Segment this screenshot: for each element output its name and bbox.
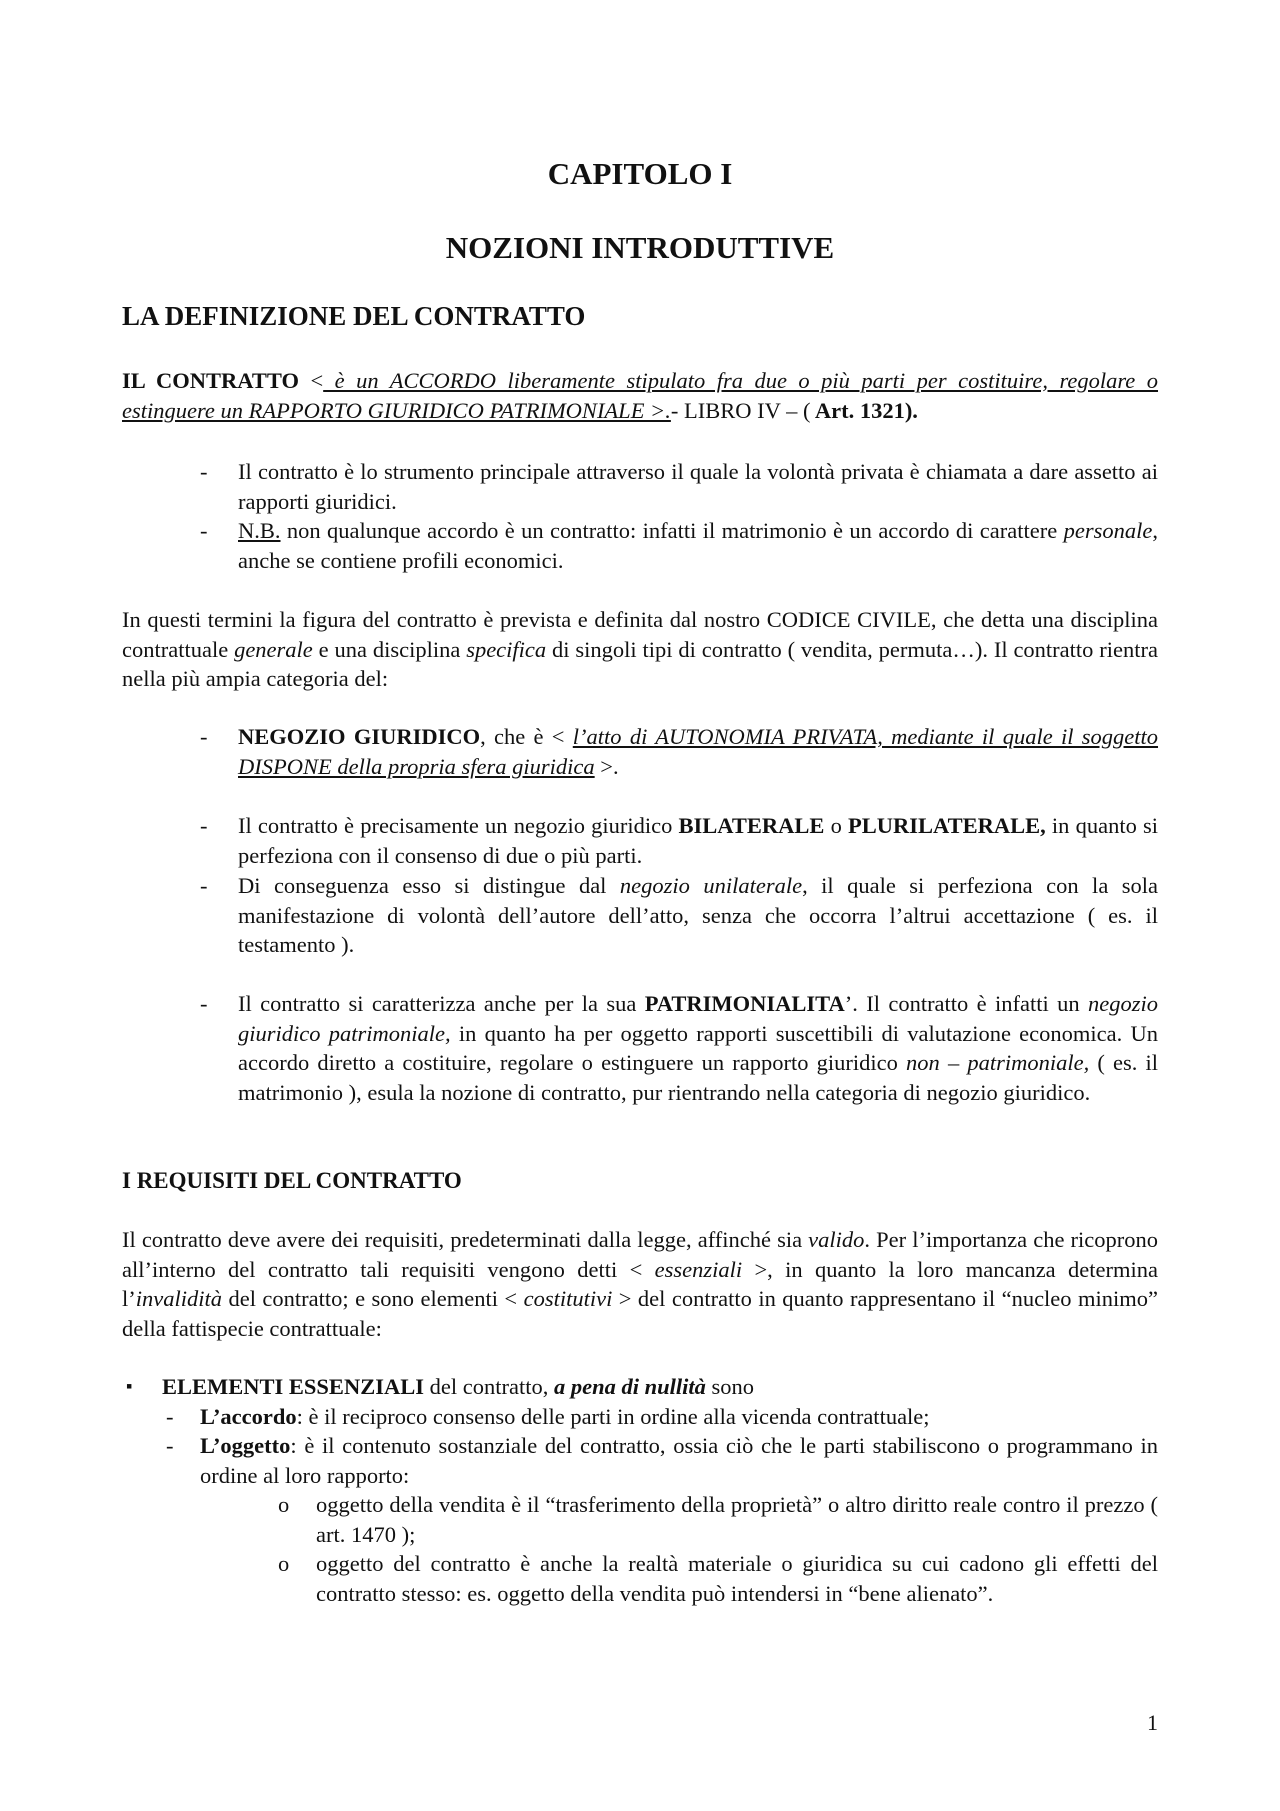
list-item-italic: non – patrimoniale, — [906, 1050, 1090, 1075]
definition-body: è un ACCORDO liberamente stipulato fra due o più parti per costituire, regolare o estinguere un RAPPORTO GIURIDICO PATRIMONIALE >. — [122, 368, 1159, 423]
paragraph-italic: costitutivi — [523, 1286, 613, 1311]
sub-list-item: oggetto della vendita è il “trasferimento della proprietà” o altro diritto reale contro il prezzo ( art. 1470 ); — [316, 1492, 1158, 1547]
list-item — [238, 722, 1158, 781]
list-item-text: , che è < — [480, 724, 573, 749]
circle-marker: o — [278, 1492, 290, 1517]
dash-marker: - — [200, 873, 208, 898]
list-item-text: ( es. il matrimonio ), esula la nozione di contratto, pur rientrando nella categoria di negozio giuridico. — [238, 1050, 1158, 1105]
list-item-text: : è il reciproco consenso delle parti in ordine alla vicenda contrattuale; — [296, 1404, 930, 1429]
paragraph-italic: generale — [234, 636, 313, 662]
list-item-bold: NEGOZIO GIURIDICO — [238, 724, 481, 749]
list-item-text: non qualunque accordo è un contratto: infatti il matrimonio è un accordo di carattere — [280, 518, 1064, 543]
list-item-bold: L’oggetto — [200, 1433, 291, 1458]
paragraph-italic: valido — [808, 1227, 865, 1252]
list-item-text: ’. Il contratto è infatti un — [844, 991, 1088, 1016]
dash-marker: - — [166, 1404, 174, 1429]
dash-marker: - — [200, 813, 208, 838]
list-item-underlined: l’atto di AUTONOMIA PRIVATA, mediante il quale il soggetto DISPONE della propria sfera giuridica — [238, 724, 1159, 779]
list-item-text: , il quale si perfeziona con la sola manifestazione di volontà dell’autore dell’atto, senza che occorra l’altrui accettazione ( es. il testamento ). — [238, 873, 1158, 957]
section-heading-definizione: LA DEFINIZIONE DEL CONTRATTO — [122, 301, 586, 331]
list-item-text: : è il contenuto sostanziale del contratto, ossia ciò che le parti stabiliscono o programmano in ordine al loro rapporto: — [200, 1433, 1158, 1488]
list-item-text: Il contratto si caratterizza anche per la sua — [238, 991, 645, 1016]
paragraph-text: Il contratto deve avere dei requisiti, predeterminati dalla legge, affinché sia — [122, 1227, 809, 1252]
list-item-text: Di conseguenza esso si distingue dal — [238, 873, 620, 898]
list-item-bold: BILATERALE — [678, 813, 825, 838]
paragraph-text: e una disciplina — [312, 636, 467, 662]
paragraph-text: >, in quanto la loro mancanza determina l’ — [122, 1256, 1158, 1311]
list-item — [238, 516, 1158, 575]
section-heading-requisiti: I REQUISITI DEL CONTRATTO — [122, 1168, 462, 1193]
paragraph-italic: invalidità — [135, 1286, 222, 1311]
list-item-italic: negozio giuridico patrimoniale, — [238, 991, 1158, 1046]
list-item-text: Il contratto è precisamente un negozio giuridico — [238, 813, 679, 838]
chapter-subtitle: NOZIONI INTRODUTTIVE — [445, 230, 835, 265]
list-item-text: sono — [705, 1374, 755, 1399]
paragraph-text: di singoli tipi di contratto ( vendita, permuta…). Il contratto rientra nella più ampia categoria del: — [122, 636, 1158, 691]
paragraph-italic: essenziali — [654, 1256, 743, 1282]
definition-label: IL CONTRATTO — [122, 368, 299, 393]
list-item-bold-italic: a pena di nullità — [553, 1374, 706, 1399]
list-item: Il contratto è lo strumento principale attraverso il quale la volontà privata è chiamata a dare assetto ai rapporti giuridici. — [238, 459, 1158, 514]
definition-open: < — [310, 368, 324, 393]
list-item — [238, 989, 1158, 1107]
list-item-text: del contratto, — [423, 1374, 554, 1399]
list-item-text: in quanto ha per oggetto rapporti suscettibili di valutazione economica. Un accordo diretto a costituire, regolare o estinguere un rapporto giuridico — [238, 1020, 1159, 1075]
chapter-title: CAPITOLO I — [547, 156, 733, 191]
paragraph — [122, 1225, 1158, 1343]
list-item-bold: PATRIMONIALITA — [644, 991, 845, 1016]
list-item-italic: negozio unilaterale — [619, 873, 803, 898]
list-item-text: , anche se contiene profili economici. — [238, 518, 1158, 573]
paragraph — [122, 605, 1158, 694]
list-item — [162, 1372, 1158, 1402]
list-item-text: in quanto si perfeziona con il consenso di due o più parti. — [238, 813, 1159, 868]
list-item-bold: L’accordo — [200, 1404, 297, 1429]
list-item-bold: PLURILATERALE, — [848, 813, 1046, 838]
paragraph-text: . Per l’importanza che ricoprono all’interno del contratto tali requisiti vengono detti < — [122, 1227, 1159, 1282]
list-item-text: o — [824, 813, 849, 838]
list-item-bold: ELEMENTI ESSENZIALI — [162, 1374, 424, 1399]
paragraph-text: In questi termini la figura del contratto è prevista e definita dal nostro CODICE CIVILE, che detta una disciplina contrattuale — [122, 607, 1158, 662]
definition-article: Art. 1321). — [810, 397, 918, 423]
list-item — [200, 1431, 1158, 1490]
list-item — [238, 811, 1158, 870]
sub-list-item: oggetto del contratto è anche la realtà materiale o giuridica su cui cadono gli effetti del contratto stesso: es. oggetto della vendita può intendersi in “bene alienato”. — [316, 1551, 1158, 1606]
list-item — [200, 1402, 1158, 1432]
definition-tail: - LIBRO IV – ( — [670, 397, 811, 423]
nb-label: N.B. — [238, 518, 281, 543]
page-number: 1 — [1147, 1710, 1158, 1735]
list-item-italic: personale — [1063, 518, 1153, 543]
paragraph-text: > del contratto in quanto rappresentano il “nucleo minimo” della fattispecie contrattuale: — [122, 1286, 1158, 1341]
dash-marker: - — [166, 1433, 174, 1458]
paragraph-italic: specifica — [466, 636, 547, 662]
dash-marker: - — [200, 991, 208, 1016]
list-item-text: >. — [594, 753, 619, 779]
definition-paragraph — [122, 366, 1158, 425]
dash-marker: - — [200, 724, 208, 749]
circle-marker: o — [278, 1551, 290, 1576]
paragraph-text: del contratto; e sono elementi < — [222, 1286, 524, 1311]
dash-marker: - — [200, 459, 208, 484]
square-bullet-icon: ▪ — [126, 1376, 133, 1396]
list-item — [238, 871, 1158, 960]
dash-marker: - — [200, 518, 208, 543]
